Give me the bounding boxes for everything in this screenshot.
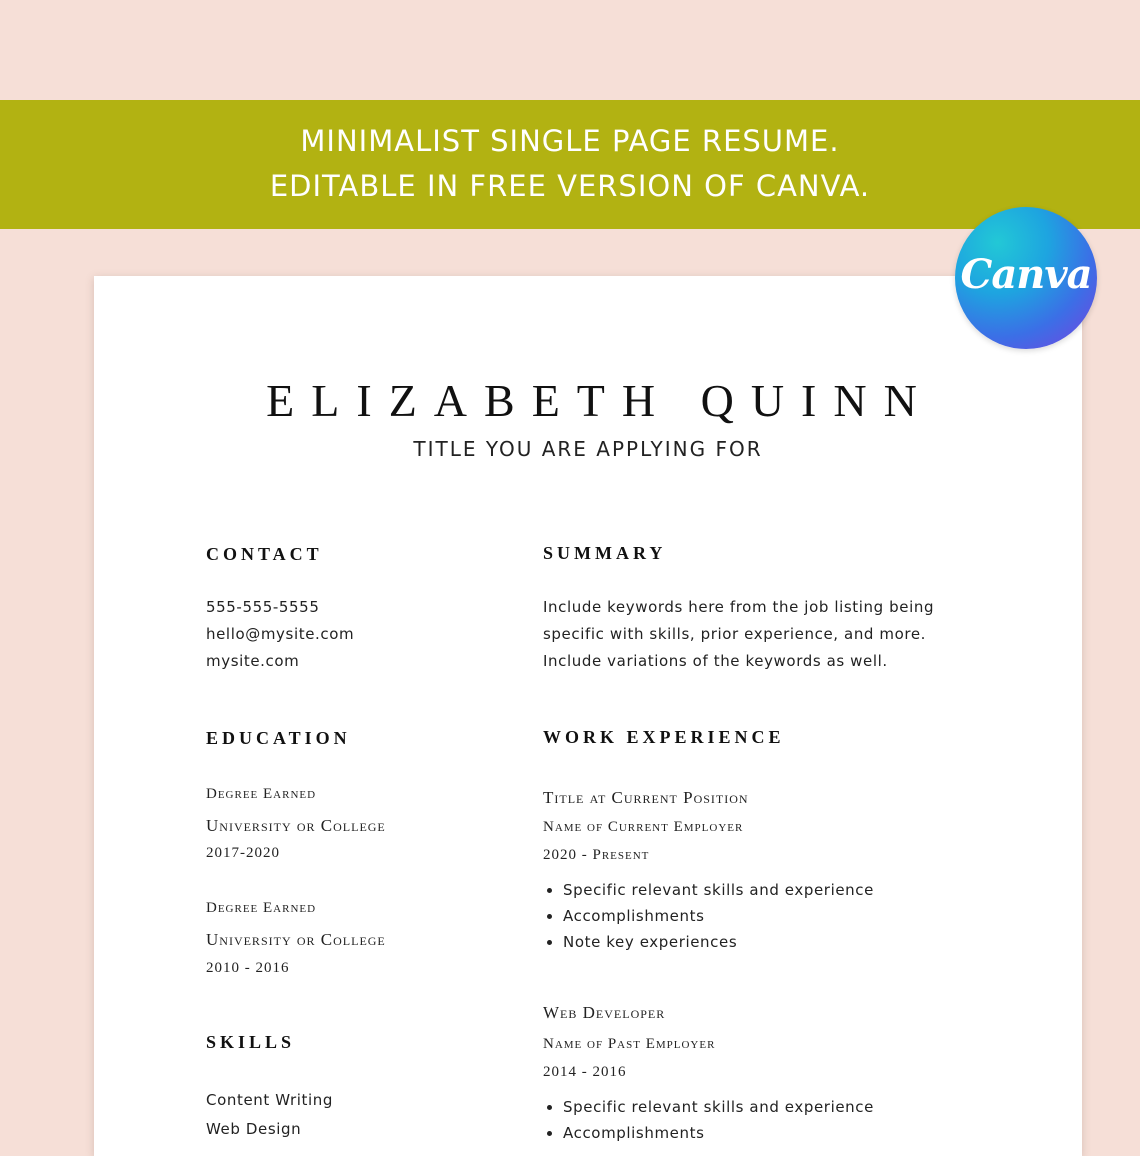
list-item: • Accomplishments [563, 903, 874, 929]
education-school: University or College [206, 816, 386, 835]
promo-banner [0, 100, 1140, 229]
skill-item: Content Writing [206, 1091, 333, 1109]
education-school: University or College [206, 930, 386, 949]
list-item: • Accomplishments [563, 1120, 874, 1146]
summary-text [543, 594, 934, 675]
list-item: • Specific relevant skills and experience [563, 1094, 874, 1120]
job-bullets [543, 877, 874, 955]
job-dates: 2020 - Present [543, 847, 650, 863]
contact-heading: CONTACT [206, 544, 323, 564]
job-title: Web Developer [543, 1003, 666, 1022]
resume-title: TITLE YOU ARE APPLYING FOR [413, 437, 763, 461]
education-years: 2017-2020 [206, 845, 280, 861]
list-item: • Note key experiences [563, 929, 874, 955]
job-bullets [543, 1094, 874, 1146]
contact-website: mysite.com [206, 652, 300, 670]
job-employer: Name of Past Employer [543, 1036, 716, 1052]
contact-email: hello@mysite.com [206, 625, 355, 643]
contact-phone: 555-555-5555 [206, 598, 320, 616]
skills-list [206, 1086, 333, 1144]
skill-item: Web Design [206, 1120, 302, 1138]
canva-logo-text: Canva [960, 251, 1092, 298]
summary-line: specific with skills, prior experience, and more. [543, 625, 927, 643]
contact-details [206, 594, 354, 675]
education-degree: Degree Earned [206, 900, 317, 916]
education-years: 2010 - 2016 [206, 960, 290, 976]
education-degree: Degree Earned [206, 786, 317, 802]
job-dates: 2014 - 2016 [543, 1064, 627, 1080]
banner-line-1: MINIMALIST SINGLE PAGE RESUME. [300, 124, 840, 158]
summary-heading: SUMMARY [543, 543, 667, 563]
banner-line-2: EDITABLE IN FREE VERSION OF CANVA. [269, 169, 871, 203]
work-heading: WORK EXPERIENCE [543, 727, 785, 747]
list-item: • Specific relevant skills and experience [563, 877, 874, 903]
job-employer: Name of Current Employer [543, 819, 744, 835]
summary-line: Include variations of the keywords as well. [543, 652, 888, 670]
skills-heading: SKILLS [206, 1032, 296, 1052]
resume-name: ELIZABETH QUINN [266, 375, 934, 426]
summary-line: Include keywords here from the job listing being [543, 598, 935, 616]
job-title: Title at Current Position [543, 788, 749, 807]
education-heading: EDUCATION [206, 728, 351, 748]
canva-logo-badge [955, 207, 1097, 349]
resume-page [94, 276, 1082, 1156]
